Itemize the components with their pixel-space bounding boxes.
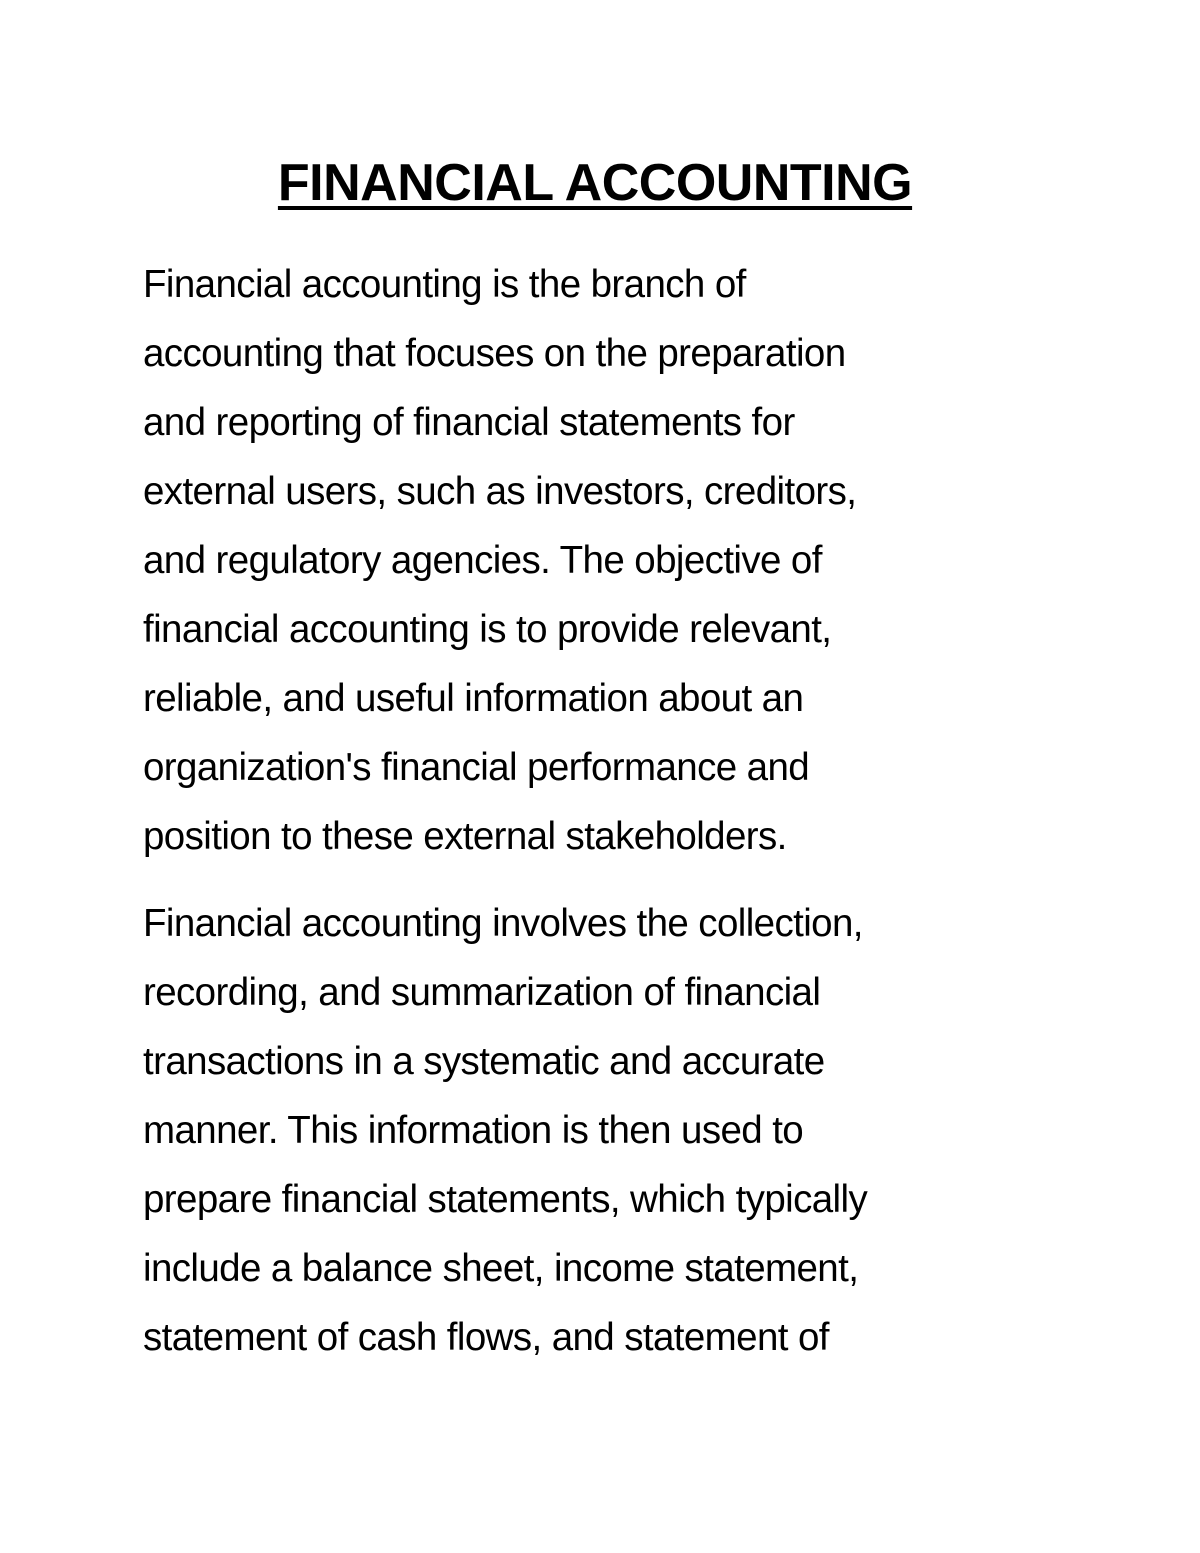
paragraph-line: organization's financial performance and: [143, 746, 810, 789]
paragraph-line: and regulatory agencies. The objective of: [143, 539, 822, 582]
paragraph-line: recording, and summarization of financial: [143, 971, 821, 1014]
paragraph-1: [143, 250, 1143, 871]
paragraph-line: Financial accounting is the branch of: [143, 263, 746, 306]
paragraph-line: statement of cash flows, and statement of: [143, 1316, 829, 1359]
paragraph-2: [143, 889, 1143, 1372]
paragraph-line: and reporting of financial statements for: [143, 401, 795, 444]
paragraph-line: position to these external stakeholders.: [143, 815, 787, 858]
paragraph-line: financial accounting is to provide relevant,: [143, 608, 832, 651]
page-title-text: FINANCIAL ACCOUNTING: [277, 154, 913, 212]
paragraph-line: accounting that focuses on the preparation: [143, 332, 846, 375]
paragraph-line: prepare financial statements, which typically: [143, 1178, 868, 1221]
paragraph-line: transactions in a systematic and accurate: [143, 1040, 825, 1083]
paragraph-line: manner. This information is then used to: [143, 1109, 804, 1152]
paragraph-line: Financial accounting involves the collection,: [143, 902, 863, 945]
paragraph-line: reliable, and useful information about an: [143, 677, 804, 720]
paragraph-line: external users, such as investors, creditors,: [143, 470, 857, 513]
page-title: [0, 148, 1190, 218]
paragraph-line: include a balance sheet, income statement,: [143, 1247, 859, 1290]
